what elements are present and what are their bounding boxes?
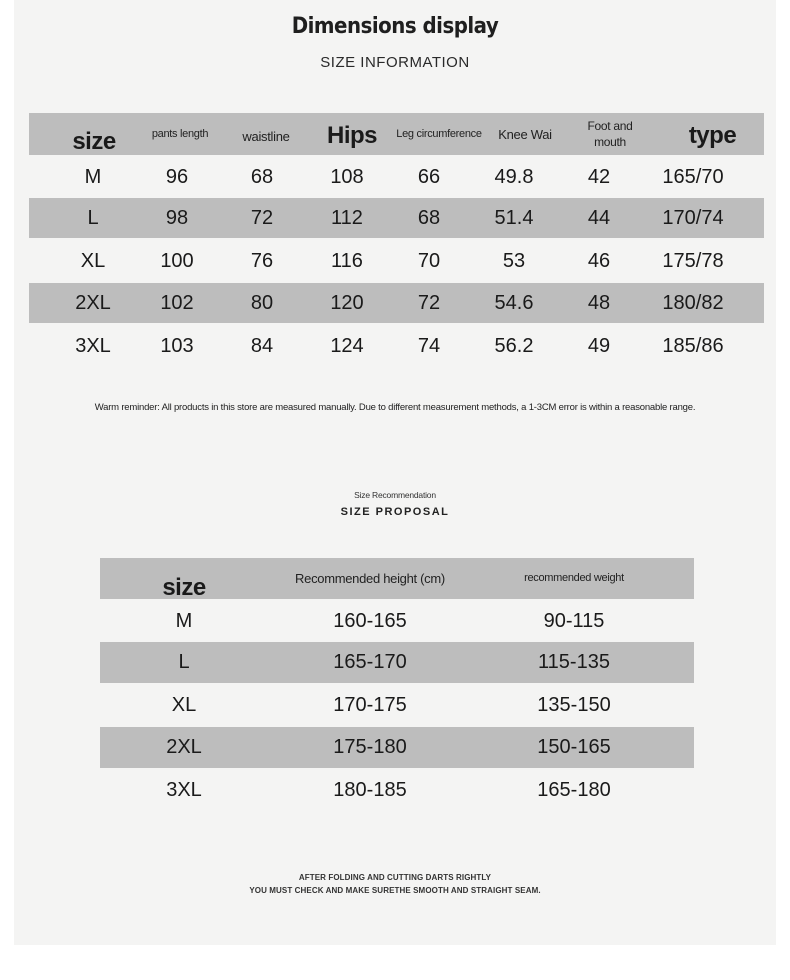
rec-weight-cell: 115-135: [538, 651, 610, 673]
header-foot-and-mouth: Foot and mouth: [587, 118, 633, 149]
type-cell: 170/74: [662, 206, 724, 229]
header-leg-circumference: Leg circumference: [396, 127, 482, 140]
header-type: type: [688, 122, 737, 149]
rec-table-header: [100, 558, 694, 599]
leg-cell: 74: [417, 334, 441, 357]
page-title: Dimensions display: [291, 14, 499, 39]
waistline-cell: 68: [250, 165, 274, 188]
pants-length-cell: 103: [160, 334, 194, 357]
rec-height-cell: 170-175: [333, 693, 407, 716]
rec-row: [100, 642, 694, 683]
size-cell: 2XL: [75, 291, 111, 314]
recommendation-table: [100, 558, 694, 810]
waistline-cell: 72: [250, 206, 274, 229]
header-recommended-height: Recommended height (cm): [295, 571, 445, 586]
rec-size-cell: 2XL: [166, 736, 202, 758]
rec-weight-cell: 90-115: [543, 609, 605, 632]
header-knee-wai: Knee Wai: [498, 126, 552, 142]
rec-size-cell: 3XL: [166, 778, 202, 801]
foot-cell: 46: [587, 249, 611, 272]
waistline-cell: 84: [250, 334, 274, 357]
size-row: [29, 283, 764, 323]
size-cell: M: [84, 165, 102, 188]
rec-height-cell: 165-170: [333, 651, 407, 673]
knee-cell: 53: [502, 249, 526, 272]
knee-cell: 54.6: [494, 291, 534, 314]
waistline-cell: 76: [250, 249, 274, 272]
header-size: size: [72, 128, 116, 155]
hips-cell: 108: [330, 165, 364, 188]
type-cell: 175/78: [662, 249, 724, 272]
rec-height-cell: 160-165: [333, 609, 407, 632]
page-subtitle: SIZE INFORMATION: [320, 54, 470, 71]
pants-length-cell: 96: [165, 165, 189, 188]
size-row: [29, 198, 764, 238]
knee-cell: 51.4: [494, 206, 534, 229]
type-cell: 165/70: [662, 165, 724, 188]
footer-line-2: YOU MUST CHECK AND MAKE SURETHE SMOOTH AND STRAIGHT SEAM.: [249, 886, 541, 895]
foot-cell: 44: [587, 206, 611, 229]
rec-size-cell: L: [178, 651, 190, 673]
size-table: [29, 113, 764, 365]
leg-cell: 72: [417, 291, 441, 314]
pants-length-cell: 98: [165, 206, 189, 229]
hips-cell: 120: [330, 291, 364, 314]
leg-cell: 66: [417, 165, 441, 188]
type-cell: 185/86: [662, 334, 724, 357]
rec-row: [100, 727, 694, 768]
hips-cell: 116: [331, 249, 363, 272]
knee-cell: 49.8: [494, 165, 534, 188]
size-table-header: [29, 113, 764, 155]
rec-row: [100, 685, 694, 725]
rec-weight-cell: 165-180: [537, 778, 611, 801]
leg-cell: 70: [417, 249, 441, 272]
foot-cell: 49: [587, 334, 611, 357]
rec-row: [100, 770, 694, 810]
leg-cell: 68: [417, 206, 441, 229]
warm-reminder: Warm reminder: All products in this store are measured manually. Due to different measurement methods, a 1-3CM error is within a reasonable range.: [94, 402, 696, 413]
type-cell: 180/82: [662, 291, 724, 314]
knee-cell: 56.2: [494, 334, 534, 357]
size-recommendation-label: Size Recommendation: [354, 490, 436, 500]
header-size: size: [162, 573, 206, 601]
foot-cell: 42: [587, 165, 611, 188]
rec-height-cell: 180-185: [333, 778, 407, 801]
size-cell: 3XL: [75, 334, 111, 357]
size-row: [29, 326, 764, 366]
header-waistline: waistline: [242, 128, 290, 144]
foot-cell: 48: [587, 291, 611, 314]
rec-row: [100, 601, 694, 641]
header-hips: Hips: [326, 122, 377, 149]
rec-size-cell: M: [175, 609, 193, 632]
rec-height-cell: 175-180: [333, 736, 407, 758]
footer-line-1: AFTER FOLDING AND CUTTING DARTS RIGHTLY: [298, 873, 492, 882]
size-proposal-label: SIZE PROPOSAL: [340, 506, 450, 518]
pants-length-cell: 102: [160, 291, 194, 314]
size-row: [29, 241, 764, 281]
header-recommended-weight: recommended weight: [524, 572, 624, 585]
waistline-cell: 80: [250, 291, 274, 314]
rec-size-cell: XL: [171, 693, 197, 716]
header-pants-length: pants length: [151, 127, 209, 140]
hips-cell: 112: [331, 206, 363, 229]
hips-cell: 124: [330, 334, 364, 357]
rec-weight-cell: 150-165: [537, 736, 611, 758]
size-cell: L: [87, 206, 99, 229]
size-cell: XL: [80, 249, 106, 272]
rec-weight-cell: 135-150: [537, 693, 611, 716]
pants-length-cell: 100: [160, 249, 194, 272]
size-row: [29, 157, 764, 197]
